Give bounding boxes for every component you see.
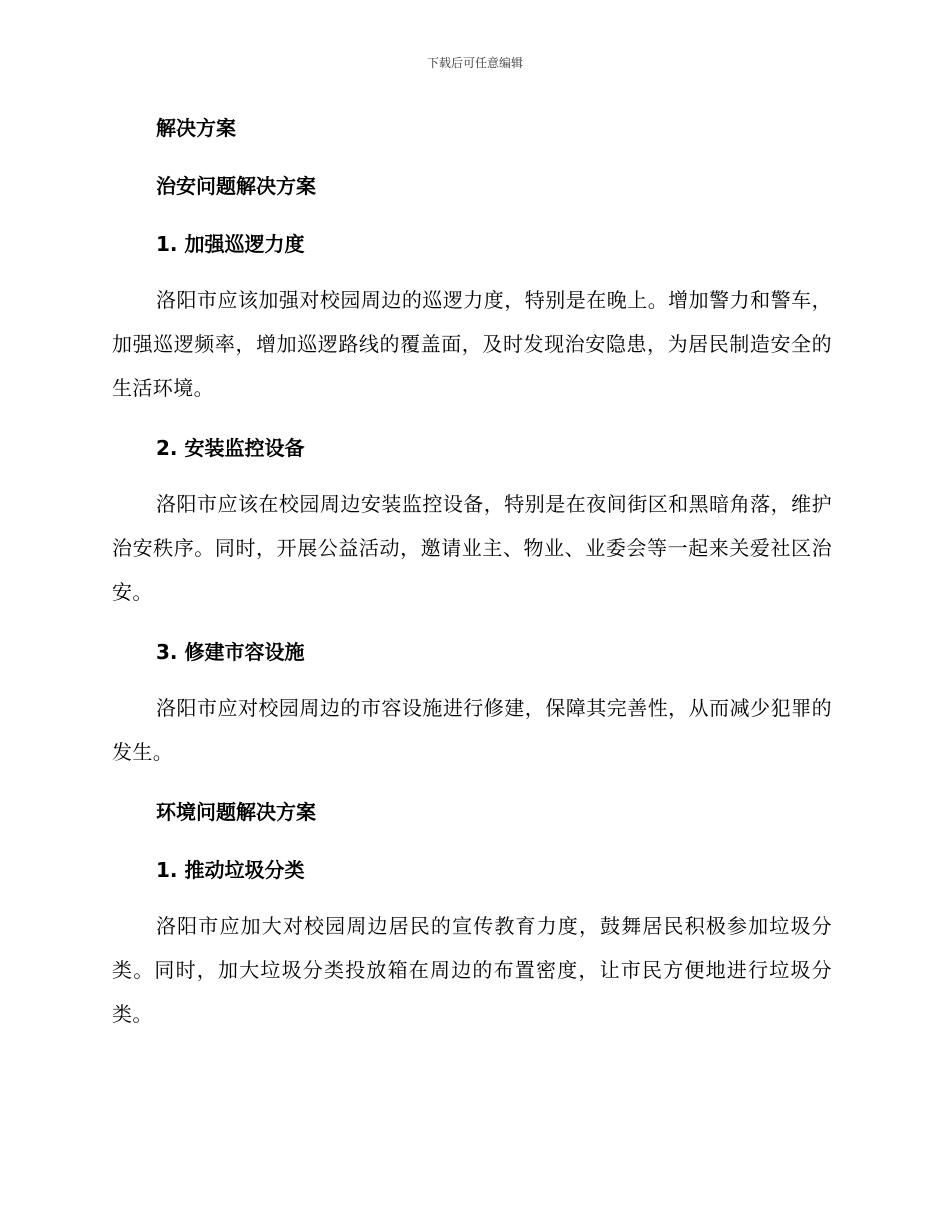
item-heading-monitoring: 2. 安装监控设备 [156, 436, 305, 460]
item-heading-patrol: 1. 加强巡逻力度 [156, 232, 305, 256]
subsection-title-security: 治安问题解决方案 [156, 174, 316, 198]
paragraph-garbage: 洛阳市应加大对校园周边居民的宣传教育力度，鼓舞居民积极参加垃圾分类。同时，加大垃圾分类投放箱在周边的布置密度，让市民方便地进行垃圾分类。 [112, 914, 832, 1026]
paragraph-patrol: 洛阳市应该加强对校园周边的巡逻力度，特别是在晚上。增加警力和警车，加强巡逻频率，增加巡逻路线的覆盖面，及时发现治安隐患，为居民制造安全的生活环境。 [112, 288, 832, 400]
section-title: 解决方案 [156, 116, 236, 140]
subsection-title-environment: 环境问题解决方案 [156, 800, 316, 824]
item-heading-garbage: 1. 推动垃圾分类 [156, 858, 305, 882]
paragraph-facilities: 洛阳市应对校园周边的市容设施进行修建，保障其完善性，从而减少犯罪的发生。 [112, 696, 832, 764]
header-note: 下载后可任意编辑 [426, 56, 523, 70]
paragraph-monitoring: 洛阳市应该在校园周边安装监控设备，特别是在夜间街区和黑暗角落，维护治安秩序。同时，开展公益活动，邀请业主、物业、业委会等一起来关爱社区治安。 [112, 492, 832, 604]
item-heading-facilities: 3. 修建市容设施 [156, 640, 305, 664]
document-body [112, 104, 832, 1050]
